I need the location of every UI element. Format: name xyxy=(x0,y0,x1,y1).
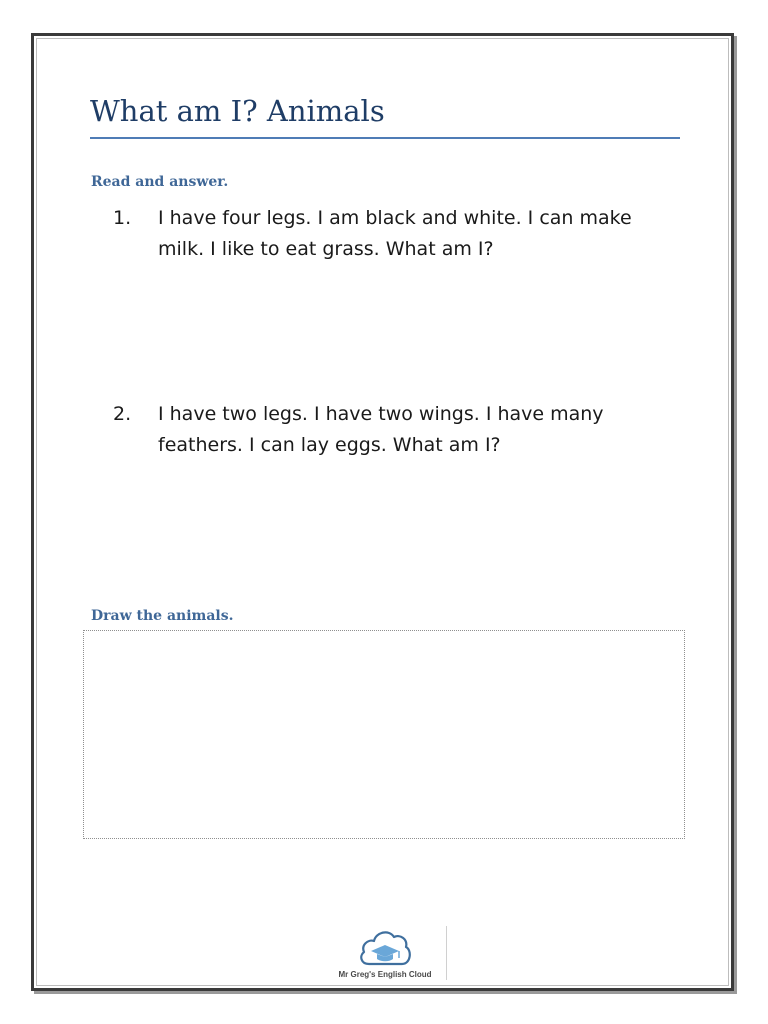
question-2-text: I have two legs. I have two wings. I have many feathers. I can lay eggs. What am I? xyxy=(158,403,604,456)
drawing-area[interactable] xyxy=(83,630,685,839)
question-1-text: I have four legs. I am black and white. I can make milk. I like to eat grass. What am I? xyxy=(158,207,632,260)
page-title: What am I? Animals xyxy=(90,94,385,128)
logo-text: Mr Greg's English Cloud xyxy=(338,970,432,979)
cloud-graduation-cap-icon xyxy=(357,926,413,968)
question-2-number: 2. xyxy=(113,403,132,425)
question-1-number: 1. xyxy=(113,207,132,229)
question-2 xyxy=(113,399,633,461)
draw-the-animals-heading: Draw the animals. xyxy=(91,608,234,624)
question-1 xyxy=(113,203,633,265)
read-and-answer-heading: Read and answer. xyxy=(91,174,229,190)
title-underline xyxy=(90,137,680,139)
logo xyxy=(330,926,440,982)
footer-divider xyxy=(446,926,447,980)
